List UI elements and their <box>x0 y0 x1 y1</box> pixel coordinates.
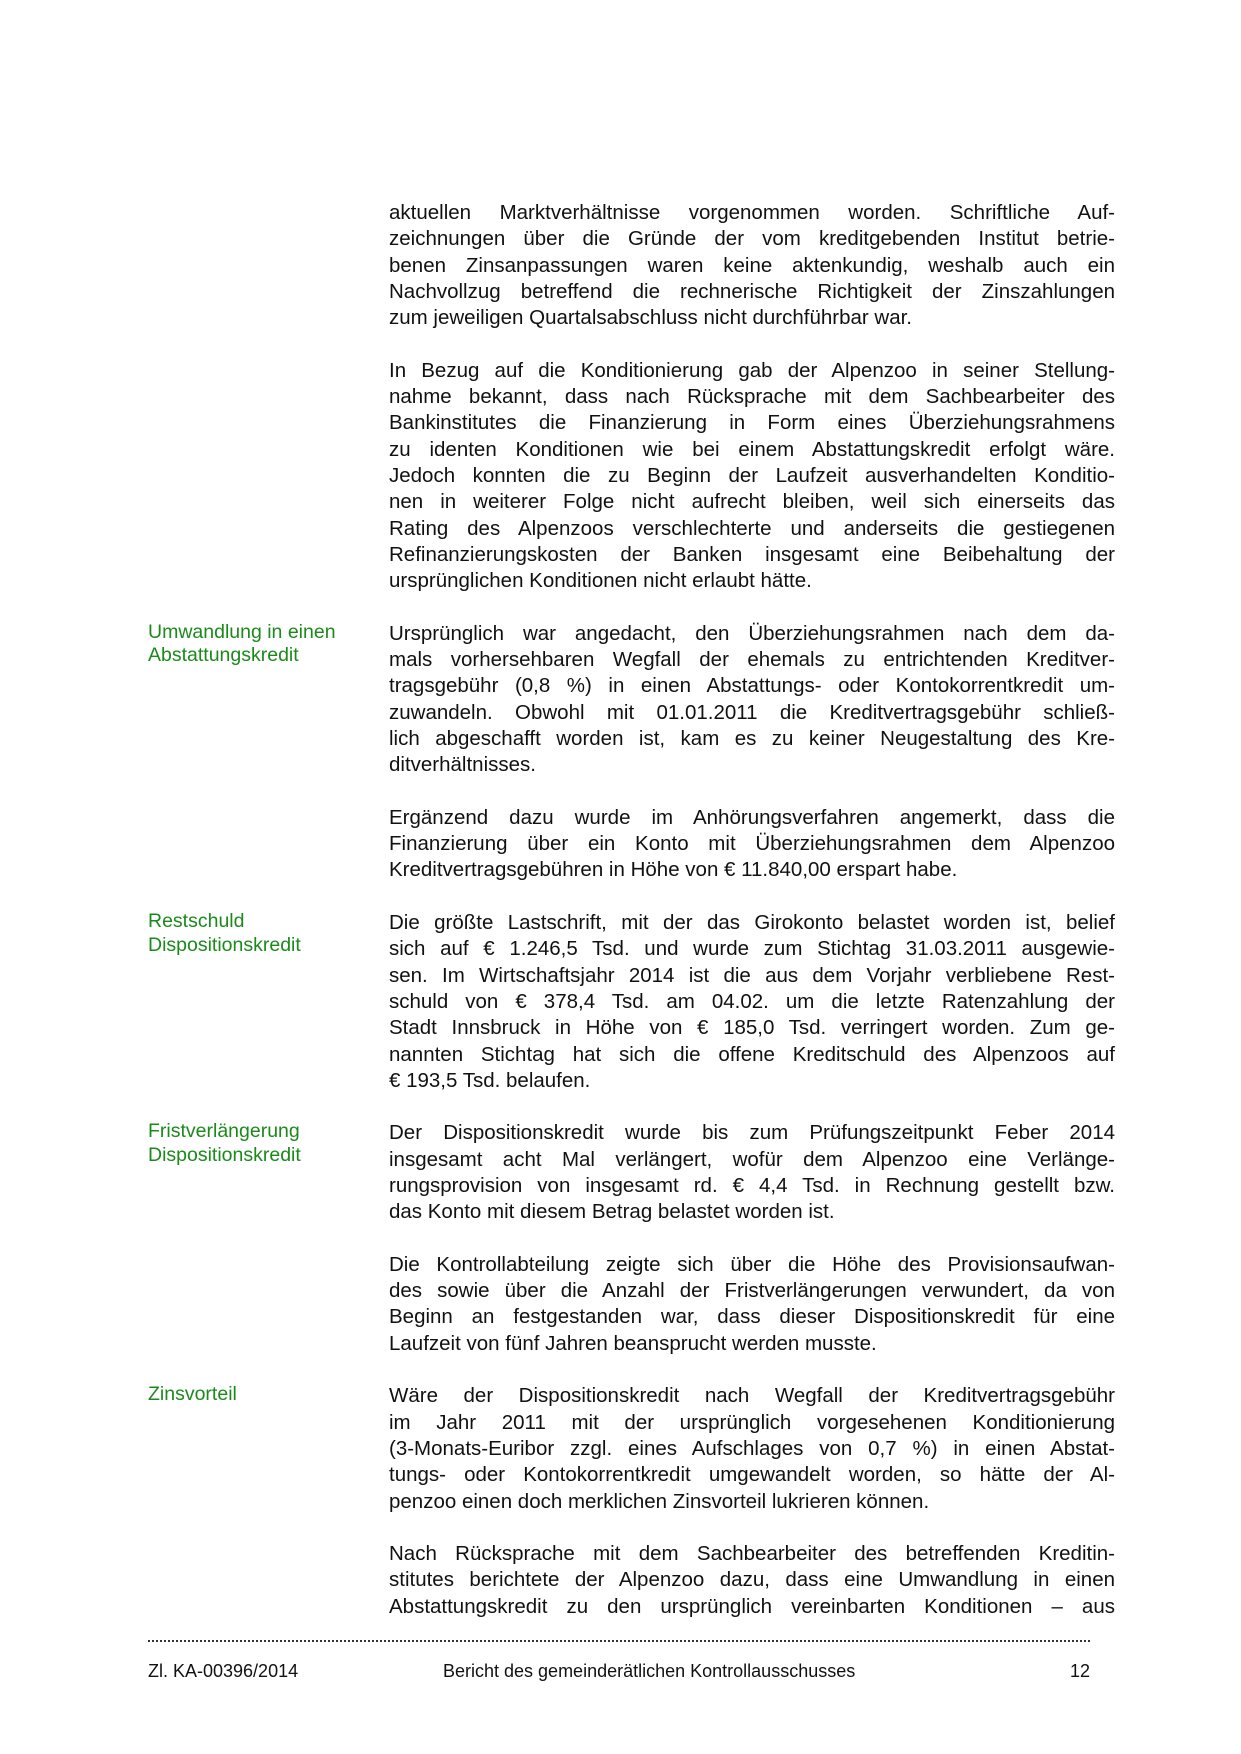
paragraph-line: zum jeweiligen Quartalsabschluss nicht durchführbar war. <box>389 306 913 330</box>
footer-title: Bericht des gemeinderätlichen Kontrollausschusses <box>443 1661 856 1681</box>
paragraph-line: aktuellen Marktverhältnisse vorgenommen worden. Schriftliche Auf- <box>389 201 1115 224</box>
margin-heading-line: Dispositionskredit <box>148 1143 301 1166</box>
paragraph <box>389 910 1115 1094</box>
paragraph-line: tragsgebühr (0,8 %) in einen Abstattungs- oder Kontokorrentkredit um- <box>389 674 1115 698</box>
paragraph <box>389 1383 1115 1514</box>
paragraph-line: Nach Rücksprache mit dem Sachbearbeiter des betreffenden Kreditin- <box>389 1542 1115 1566</box>
paragraph-line: Finanzierung über ein Konto mit Überziehungsrahmen dem Alpenzoo <box>389 832 1115 856</box>
paragraph-line: insgesamt acht Mal verlängert, wofür dem Alpenzoo eine Verlänge- <box>389 1147 1115 1171</box>
margin-heading-line: Zinsvorteil <box>148 1383 237 1406</box>
margin-heading <box>148 1383 368 1407</box>
paragraph-line: ditverhältnisses. <box>389 753 536 777</box>
paragraph-line: Die größte Lastschrift, mit der das Girokonto belastet worden ist, belief <box>389 911 1115 935</box>
margin-heading-line: Umwandlung in einen <box>148 620 336 643</box>
paragraph <box>389 358 1115 595</box>
page-number: 12 <box>1070 1661 1091 1681</box>
paragraph-line: Beginn an festgestanden war, dass dieser Dispositionskredit für eine <box>389 1305 1115 1329</box>
paragraph-line: (3-Monats-Euribor zzgl. eines Aufschlages von 0,7 %) in einen Abstat- <box>389 1436 1115 1460</box>
section <box>0 1252 1241 1357</box>
paragraph-line: In Bezug auf die Konditionierung gab der Alpenzoo in seiner Stellung- <box>389 358 1115 382</box>
paragraph <box>389 805 1115 884</box>
paragraph <box>389 1541 1115 1620</box>
margin-heading-line: Fristverlängerung <box>148 1120 300 1143</box>
paragraph-line: sen. Im Wirtschaftsjahr 2014 ist die aus dem Vorjahr verbliebene Rest- <box>389 963 1115 987</box>
paragraph-line: zeichnungen über die Gründe der vom kreditgebenden Institut betrie- <box>389 227 1115 251</box>
paragraph-line: tungs- oder Kontokorrentkredit umgewandelt worden, so hätte der Al- <box>389 1463 1115 1487</box>
margin-heading-line: Abstattungskredit <box>148 644 299 667</box>
section <box>0 200 1241 331</box>
paragraph-line: € 193,5 Tsd. belaufen. <box>389 1068 591 1092</box>
paragraph-line: stitutes berichtete der Alpenzoo dazu, dass eine Umwandlung in einen <box>389 1568 1115 1592</box>
paragraph-line: ursprünglichen Konditionen nicht erlaubt hätte. <box>389 569 812 593</box>
paragraph-line: Der Dispositionskredit wurde bis zum Prüfungszeitpunkt Feber 2014 <box>389 1121 1115 1145</box>
paragraph <box>389 1120 1115 1225</box>
paragraph-line: Ursprünglich war angedacht, den Überziehungsrahmen nach dem da- <box>389 621 1115 645</box>
section <box>0 1120 1241 1225</box>
paragraph <box>389 1252 1115 1357</box>
paragraph-line: nahme bekannt, dass nach Rücksprache mit dem Sachbearbeiter des <box>389 385 1115 409</box>
paragraph <box>389 621 1115 779</box>
paragraph-line: lich abgeschafft worden ist, kam es zu keiner Neugestaltung des Kre- <box>389 726 1115 750</box>
section <box>0 1541 1241 1620</box>
paragraph-line: das Konto mit diesem Betrag belastet worden ist. <box>389 1200 835 1224</box>
paragraph-line: schuld von € 378,4 Tsd. am 04.02. um die letzte Ratenzahlung der <box>389 989 1115 1013</box>
paragraph-line: Kreditvertragsgebühren in Höhe von € 11.840,00 erspart habe. <box>389 858 958 882</box>
paragraph-line: Laufzeit von fünf Jahren beansprucht werden musste. <box>389 1331 877 1355</box>
paragraph-line: nannten Stichtag hat sich die offene Kreditschuld des Alpenzoos auf <box>389 1042 1115 1066</box>
paragraph-line: zu identen Konditionen wie bei einem Abstattungskredit erfolgt wäre. <box>389 437 1115 461</box>
paragraph-line: benen Zinsanpassungen waren keine aktenkundig, weshalb auch ein <box>389 253 1115 277</box>
paragraph-line: im Jahr 2011 mit der ursprünglich vorgesehenen Konditionierung <box>389 1410 1115 1434</box>
section <box>0 1383 1241 1514</box>
paragraph-line: Die Kontrollabteilung zeigte sich über die Höhe des Provisionsaufwan- <box>389 1252 1115 1276</box>
paragraph-line: Jedoch konnten die zu Beginn der Laufzeit ausverhandelten Konditio- <box>389 463 1115 487</box>
section <box>0 910 1241 1094</box>
margin-heading <box>148 621 368 668</box>
margin-heading-line: Dispositionskredit <box>148 933 301 956</box>
report-body <box>0 200 1241 1646</box>
footer-divider <box>148 1640 1090 1642</box>
paragraph-line: mals vorhersehbaren Wegfall der ehemals zu entrichtenden Kreditver- <box>389 648 1115 672</box>
section <box>0 621 1241 779</box>
margin-heading <box>148 910 368 957</box>
paragraph-line: Refinanzierungskosten der Banken insgesamt eine Beibehaltung der <box>389 542 1115 566</box>
paragraph-line: Rating des Alpenzoos verschlechterte und anderseits die gestiegenen <box>389 516 1115 540</box>
section <box>0 358 1241 595</box>
paragraph-line: rungsprovision von insgesamt rd. € 4,4 Tsd. in Rechnung gestellt bzw. <box>389 1173 1115 1197</box>
paragraph-line: sich auf € 1.246,5 Tsd. und wurde zum Stichtag 31.03.2011 ausgewie- <box>389 937 1115 961</box>
paragraph-line: nen in weiterer Folge nicht aufrecht bleiben, weil sich einerseits das <box>389 490 1115 514</box>
paragraph-line: Ergänzend dazu wurde im Anhörungsverfahren angemerkt, dass die <box>389 805 1115 829</box>
paragraph-line: Wäre der Dispositionskredit nach Wegfall der Kreditvertragsgebühr <box>389 1384 1115 1408</box>
paragraph-line: des sowie über die Anzahl der Fristverlängerungen verwundert, da von <box>389 1279 1115 1303</box>
margin-heading <box>148 1120 368 1167</box>
paragraph-line: Bankinstitutes die Finanzierung in Form eines Überziehungsrahmens <box>389 411 1115 435</box>
paragraph-line: penzoo einen doch merklichen Zinsvorteil lukrieren können. <box>389 1489 930 1513</box>
paragraph-line: Nachvollzug betreffend die rechnerische Richtigkeit der Zinszahlungen <box>389 279 1115 303</box>
section <box>0 805 1241 884</box>
paragraph <box>389 200 1115 331</box>
footer-reference: Zl. KA-00396/2014 <box>148 1661 299 1681</box>
paragraph-line: zuwandeln. Obwohl mit 01.01.2011 die Kreditvertragsgebühr schließ- <box>389 700 1115 724</box>
paragraph-line: Stadt Innsbruck in Höhe von € 185,0 Tsd. verringert worden. Zum ge- <box>389 1016 1115 1040</box>
paragraph-line: Abstattungskredit zu den ursprünglich vereinbarten Konditionen – aus <box>389 1594 1115 1618</box>
margin-heading-line: Restschuld <box>148 910 245 933</box>
